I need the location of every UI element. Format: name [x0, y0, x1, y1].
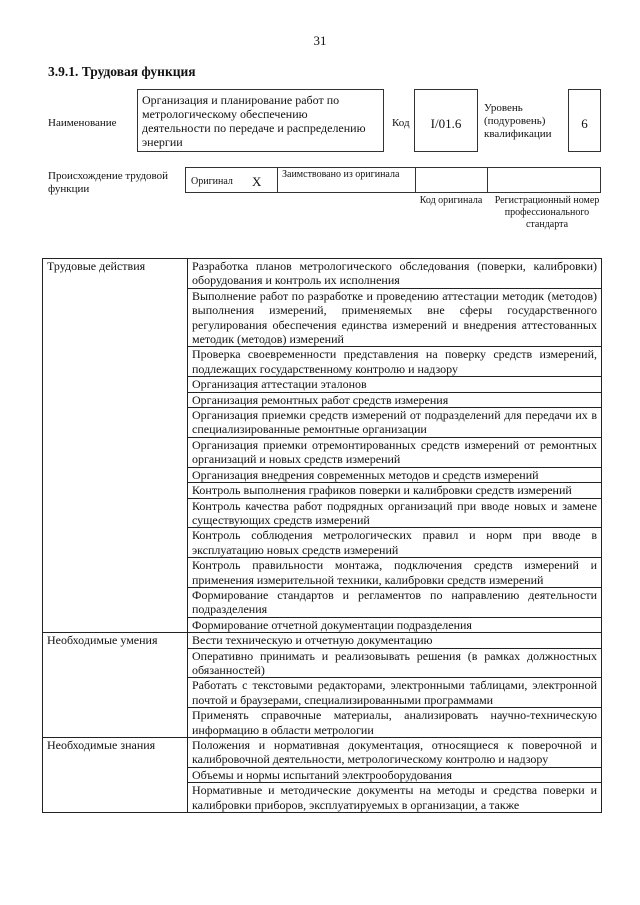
code-label: Код	[392, 117, 410, 129]
section-item: Выполнение работ по разработке и проведению аттестации методик (методов) выполнения измерений, применяемых вне сферы государственного регулирования обеспечения единства измерений и внедрения аттестованных методик (методов) измерений	[188, 288, 602, 347]
section-item: Организация ремонтных работ средств измерения	[188, 392, 602, 407]
origin-cell-original	[186, 168, 278, 192]
section-item: Контроль качества работ подрядных организаций при вводе новых и замене существующих средств измерений	[188, 498, 602, 528]
section-title: Необходимые умения	[43, 633, 188, 738]
table-row	[43, 738, 602, 768]
section-item: Работать с текстовыми редакторами, электронными таблицами, электронной почтой и браузерами, специализированными программами	[188, 678, 602, 708]
section-item: Формирование отчетной документации подразделения	[188, 617, 602, 632]
section-item: Проверка своевременности представления на поверку средств измерений, подлежащих государственному контролю и надзору	[188, 347, 602, 377]
section-item: Организация внедрения современных методов и средств измерений	[188, 467, 602, 482]
section-title: Необходимые знания	[43, 738, 188, 813]
original-mark: X	[252, 174, 262, 189]
section-item: Положения и нормативная документация, относящиеся к поверочной и калибровочной деятельности, метрологическому контролю и надзору	[188, 738, 602, 768]
function-name-text: Организация и планирование работ по метрологическому обеспечению деятельности по передаче и распределению энергии	[142, 93, 366, 149]
section-item: Контроль соблюдения метрологических правил и норм при вводе в эксплуатацию новых средств измерений	[188, 528, 602, 558]
section-item: Оперативно принимать и реализовывать решения (в рамках должностных обязанностей)	[188, 648, 602, 678]
origin-code-caption: Код оригинала	[419, 195, 483, 206]
level-box	[568, 89, 601, 152]
section-heading: 3.9.1. Трудовая функция	[48, 64, 196, 79]
labor-function-table	[42, 258, 602, 813]
section-item: Разработка планов метрологического обследования (поверки, калибровки) оборудования и контроль их исполнения	[188, 259, 602, 289]
section-item: Вести техническую и отчетную документацию	[188, 633, 602, 648]
origin-label: Происхождение трудовой функции	[48, 170, 169, 195]
section-item: Формирование стандартов и регламентов по направлению деятельности подразделения	[188, 587, 602, 617]
borrowed-label: Заимствовано из оригинала	[282, 169, 400, 180]
section-item: Контроль выполнения графиков поверки и калибровки средств измерений	[188, 483, 602, 498]
original-label: Оригинал	[191, 176, 233, 187]
origin-cell-code	[416, 168, 488, 192]
section-item: Применять справочные материалы, анализировать научно-техническую информацию в области метрологии	[188, 708, 602, 738]
origin-reg-caption: Регистрационный номер профессионального стандарта	[494, 195, 600, 230]
section-item: Организация аттестации эталонов	[188, 377, 602, 392]
origin-table	[185, 167, 601, 193]
table-row	[43, 633, 602, 648]
section-item: Организация приемки средств измерений от подразделений для передачи их в специализированные ремонтные организации	[188, 408, 602, 438]
page-number: 31	[313, 33, 327, 48]
level-value: 6	[581, 116, 588, 131]
origin-cell-borrowed	[278, 168, 416, 192]
section-item: Нормативные и методические документы на методы и средства поверки и калибровки приборов, эксплуатируемых в организации, а также	[188, 783, 602, 813]
origin-cell-reg	[488, 168, 602, 192]
section-item: Объемы и нормы испытаний электрооборудования	[188, 767, 602, 782]
code-box	[414, 89, 478, 152]
function-name-box	[137, 89, 384, 152]
name-label: Наименование	[48, 117, 117, 129]
section-item: Контроль правильности монтажа, подключения средств измерений и применения измерительной техники, калибровки средств измерений	[188, 558, 602, 588]
level-label: Уровень (подуровень) квалификации	[484, 102, 552, 140]
section-item: Организация приемки отремонтированных средств измерений от ремонтных организаций и новых средств измерений	[188, 437, 602, 467]
section-title: Трудовые действия	[43, 259, 188, 633]
code-value: I/01.6	[430, 116, 462, 131]
table-row	[43, 259, 602, 289]
